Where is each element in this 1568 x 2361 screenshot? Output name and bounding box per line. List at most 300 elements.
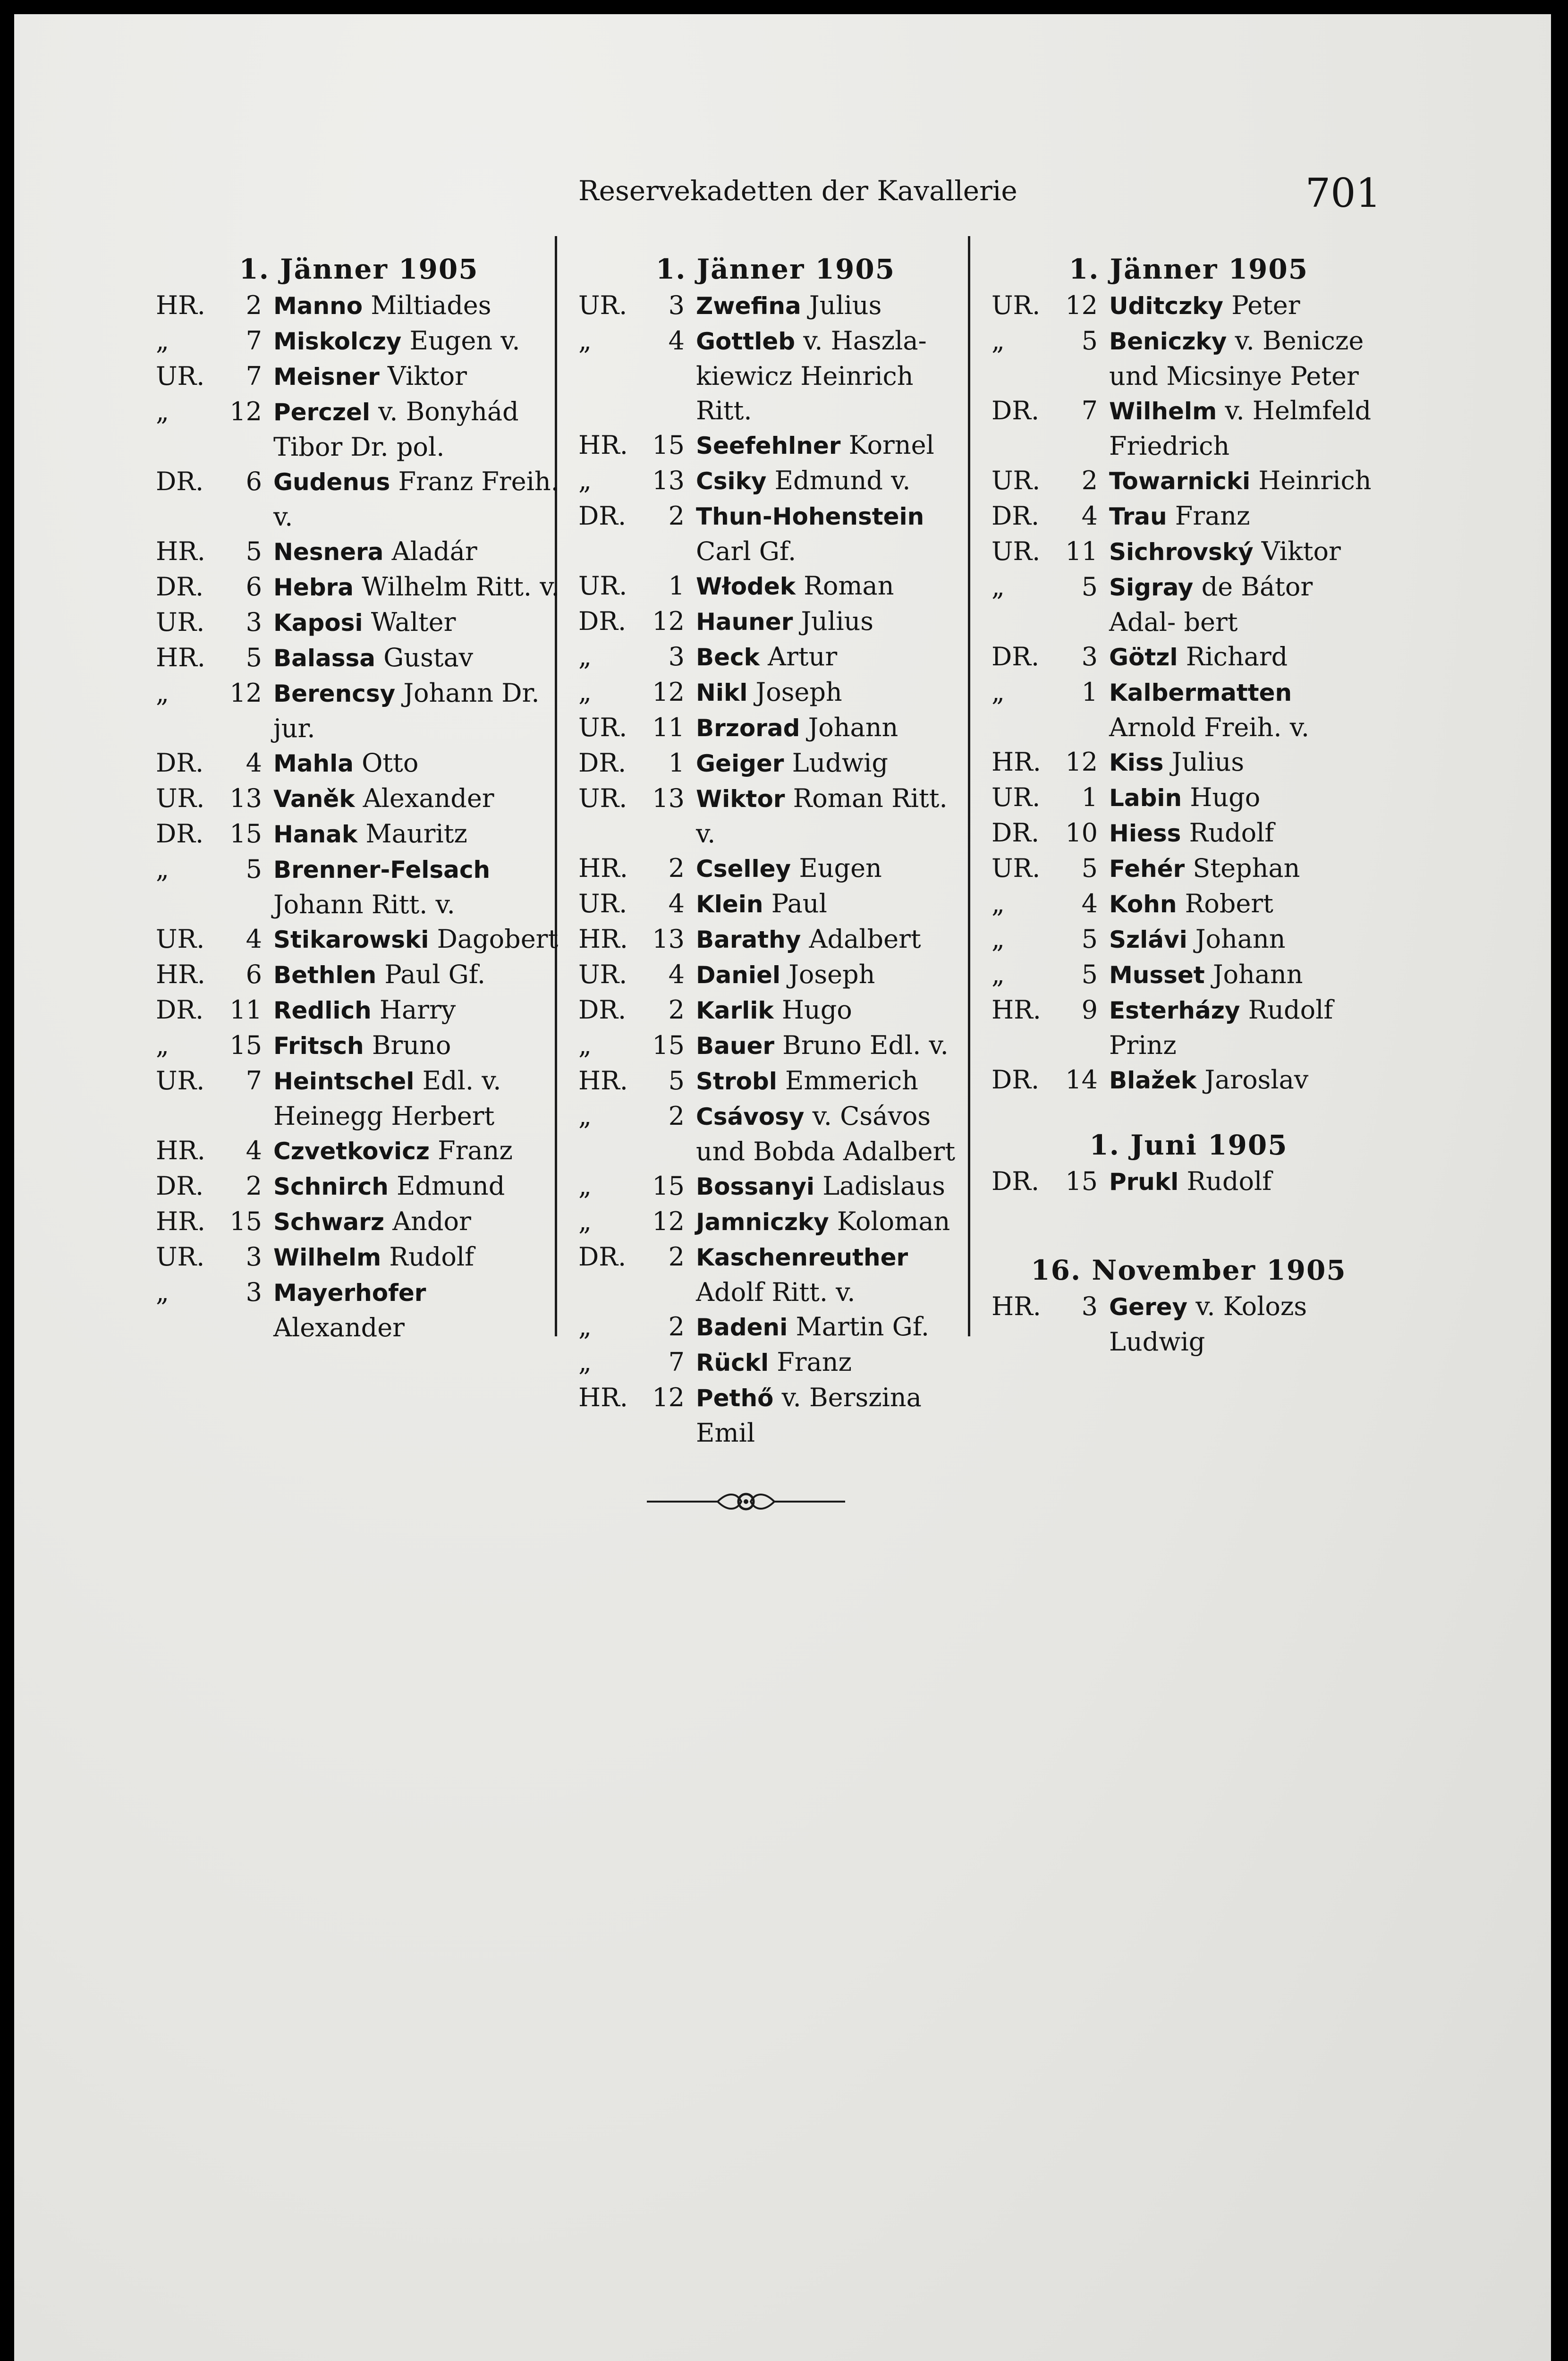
surname: Towarnicki: [1109, 467, 1251, 495]
given-names: Johann: [800, 713, 898, 742]
column-1: [156, 250, 562, 1345]
regiment-code: HR.: [156, 643, 205, 672]
cadet-name: [696, 851, 973, 886]
regiment-number: 2: [668, 1312, 685, 1342]
regiment-code: DR.: [578, 606, 627, 636]
surname: Nikl: [696, 679, 748, 706]
surname: Karlik: [696, 997, 774, 1024]
cadet-name: [696, 1063, 973, 1099]
cadet-name: [273, 993, 562, 1028]
roster-entry: [156, 1169, 562, 1204]
regiment-number: 15: [229, 819, 262, 849]
given-names: Heinrich: [1250, 466, 1372, 495]
cadet-name: [1109, 569, 1386, 639]
regiment-number: 2: [668, 995, 685, 1025]
regiment-code: DR.: [992, 1166, 1040, 1196]
surname: Klein: [696, 891, 763, 918]
surname: Götzl: [1109, 644, 1178, 671]
regiment-code: UR.: [992, 466, 1041, 495]
roster-entry: [578, 1099, 973, 1169]
running-title: Reservekadetten der Kavallerie: [578, 175, 1017, 207]
regiment-number: 3: [1081, 642, 1098, 671]
surname: Prukl: [1109, 1168, 1179, 1196]
surname: Kalbermatten: [1109, 679, 1292, 706]
surname: Brenner-Felsach: [273, 856, 491, 883]
regiment-code: UR.: [156, 607, 205, 637]
regiment-code: UR.: [992, 782, 1041, 812]
surname: Szlávi: [1109, 926, 1187, 953]
regiment-code: UR.: [578, 783, 627, 813]
given-names: Viktor: [1253, 536, 1341, 566]
surname: Czvetkovicz: [273, 1138, 430, 1165]
surname: Thun-Hohenstein: [696, 503, 924, 530]
given-names: Franz: [1167, 501, 1250, 531]
given-names: Hugo: [773, 995, 852, 1025]
regiment-number: 6: [246, 960, 262, 989]
given-names: Ladislaus: [814, 1171, 945, 1201]
regiment-number: 7: [668, 1347, 685, 1377]
given-names: Roman Ritt. v.: [696, 783, 948, 849]
roster-entry: [992, 745, 1386, 780]
roster-entry: [992, 1164, 1386, 1199]
cadet-name: [1109, 922, 1386, 957]
roster-entry: [578, 851, 973, 886]
regiment-code: UR.: [156, 361, 205, 391]
given-names: Carl Gf.: [696, 536, 797, 566]
roster-entry: [156, 957, 562, 993]
roster-entry: [992, 886, 1386, 922]
regiment-number: 9: [1081, 995, 1098, 1025]
given-names: Rudolf Prinz: [1109, 995, 1333, 1060]
surname: Barathy: [696, 926, 801, 953]
regiment-number: 12: [229, 678, 262, 708]
roster-entry: [578, 1169, 973, 1204]
roster-entry: [992, 639, 1386, 675]
regiment-number: 12: [229, 397, 262, 426]
surname: Trau: [1109, 503, 1167, 530]
roster-entry: [992, 1289, 1386, 1359]
surname: Gottleb: [696, 328, 796, 355]
given-names: Paul Gf.: [376, 960, 486, 989]
regiment-number: 5: [246, 643, 262, 672]
roster-entry: [578, 463, 973, 499]
roster-entry: [156, 922, 562, 957]
regiment-code: „: [578, 1030, 592, 1060]
cadet-name: [696, 1309, 973, 1345]
regiment-number: 5: [668, 1066, 685, 1096]
surname: Strobl: [696, 1068, 777, 1095]
regiment-number: 13: [652, 466, 685, 495]
cadet-name: [273, 464, 562, 534]
surname: Wilhelm: [1109, 398, 1217, 425]
regiment-code: UR.: [156, 1242, 205, 1272]
given-names: v. Helmfeld Friedrich: [1109, 396, 1372, 461]
cadet-name: [1109, 851, 1386, 886]
regiment-number: 7: [1081, 396, 1098, 425]
regiment-code: „: [578, 1171, 592, 1201]
regiment-code: HR.: [992, 995, 1041, 1025]
roster-entry: [992, 922, 1386, 957]
regiment-number: 4: [1081, 889, 1098, 918]
given-names: Franz Freih. v.: [273, 467, 559, 532]
column-2: [578, 250, 973, 1450]
roster-entry: [578, 1345, 973, 1380]
surname: Csiky: [696, 467, 767, 495]
regiment-code: DR.: [578, 995, 627, 1025]
surname: Sichrovský: [1109, 538, 1254, 566]
surname: Schwarz: [273, 1208, 384, 1236]
surname: Bauer: [696, 1032, 775, 1060]
regiment-number: 2: [668, 1101, 685, 1131]
regiment-number: 3: [246, 1277, 262, 1307]
given-names: v. Bonyhád Tibor Dr. pol.: [273, 397, 519, 462]
regiment-code: UR.: [578, 960, 627, 989]
regiment-number: 12: [652, 606, 685, 636]
roster-entry: [578, 781, 973, 851]
regiment-code: „: [992, 924, 1005, 954]
regiment-number: 13: [229, 783, 262, 813]
regiment-code: DR.: [992, 501, 1040, 531]
cadet-name: [273, 605, 562, 640]
given-names: Gustav: [375, 643, 474, 672]
cadet-name: [696, 781, 973, 851]
surname: Redlich: [273, 997, 372, 1024]
given-names: Ludwig: [784, 748, 888, 778]
regiment-code: „: [156, 854, 169, 884]
regiment-code: UR.: [992, 536, 1041, 566]
regiment-number: 12: [1065, 747, 1098, 777]
regiment-code: „: [992, 326, 1005, 356]
roster-entry: [578, 1204, 973, 1240]
regiment-number: 5: [1081, 326, 1098, 356]
regiment-number: 12: [652, 1206, 685, 1236]
cadet-name: [273, 852, 562, 922]
cadet-name: [696, 1240, 973, 1309]
roster-entry: [578, 639, 973, 675]
roster-entry: [578, 1380, 973, 1450]
cadet-name: [273, 676, 562, 746]
given-names: Koloman: [829, 1206, 950, 1236]
regiment-code: UR.: [156, 924, 205, 954]
regiment-code: UR.: [578, 889, 627, 918]
regiment-code: „: [578, 642, 592, 671]
given-names: Martin Gf.: [788, 1312, 930, 1342]
cadet-name: [273, 1204, 562, 1240]
roster-entry: [156, 640, 562, 676]
regiment-code: „: [578, 326, 592, 356]
regiment-code: „: [578, 677, 592, 707]
section-date-heading: 1. Juni 1905: [1089, 1129, 1288, 1161]
surname: Daniel: [696, 961, 781, 989]
surname: Balassa: [273, 645, 375, 672]
regiment-number: 1: [668, 571, 685, 601]
cadet-name: [1109, 745, 1386, 780]
given-names: Eugen: [791, 853, 882, 883]
regiment-number: 4: [668, 960, 685, 989]
regiment-code: DR.: [992, 1065, 1040, 1095]
roster-entry: [578, 1240, 973, 1309]
surname: Beniczky: [1109, 328, 1227, 355]
regiment-number: 13: [652, 924, 685, 954]
regiment-number: 15: [229, 1030, 262, 1060]
cadet-name: [696, 1028, 973, 1063]
surname: Rückl: [696, 1349, 769, 1376]
regiment-number: 2: [246, 1171, 262, 1201]
regiment-number: 12: [652, 677, 685, 707]
given-names: Edl. v. Heinegg Herbert: [273, 1066, 501, 1131]
roster-entry: [156, 1275, 562, 1345]
surname: Kiss: [1109, 749, 1164, 776]
regiment-number: 15: [652, 1171, 685, 1201]
regiment-code: „: [156, 1277, 169, 1307]
given-names: Aladár: [383, 536, 477, 566]
roster-entry: [992, 499, 1386, 534]
regiment-number: 4: [668, 889, 685, 918]
surname: Brzorad: [696, 714, 800, 742]
roster-entry: [156, 676, 562, 746]
regiment-code: DR.: [992, 818, 1040, 848]
regiment-code: DR.: [156, 1171, 204, 1201]
roster-entry: [992, 815, 1386, 851]
cadet-name: [273, 922, 562, 957]
regiment-code: „: [156, 326, 169, 356]
roster-entry: [156, 1028, 562, 1063]
given-names: Hugo: [1182, 782, 1261, 812]
cadet-name: [1109, 499, 1386, 534]
cadet-name: [696, 1345, 973, 1380]
regiment-number: 3: [246, 1242, 262, 1272]
surname: Schnirch: [273, 1173, 389, 1200]
surname: Nesnera: [273, 538, 384, 566]
roster-entry: [578, 710, 973, 746]
cadet-name: [273, 359, 562, 394]
regiment-number: 3: [668, 642, 685, 671]
cadet-name: [1109, 1062, 1386, 1098]
regiment-code: UR.: [578, 290, 627, 320]
roster-entry: [156, 993, 562, 1028]
roster-entry: [578, 957, 973, 993]
cadet-name: [1109, 1289, 1386, 1359]
regiment-code: HR.: [992, 747, 1041, 777]
roster-entry: [578, 1063, 973, 1099]
cadet-name: [696, 675, 973, 710]
regiment-number: 3: [246, 607, 262, 637]
given-names: Rudolf: [1178, 1166, 1272, 1196]
given-names: Julius: [1163, 747, 1245, 777]
surname: Vaněk: [273, 785, 355, 813]
surname: Fritsch: [273, 1032, 364, 1060]
cadet-name: [273, 1240, 562, 1275]
regiment-code: „: [992, 960, 1005, 989]
surname: Pethő: [696, 1384, 774, 1412]
regiment-number: 10: [1065, 818, 1098, 848]
regiment-code: HR.: [578, 1066, 628, 1096]
cadet-name: [273, 1275, 562, 1345]
roster-entry: [992, 675, 1386, 745]
cadet-name: [696, 1204, 973, 1240]
roster-entry: [156, 359, 562, 394]
cadet-name: [1109, 534, 1386, 569]
given-names: Franz: [429, 1136, 513, 1165]
surname: Seefehlner: [696, 432, 841, 459]
given-names: Johann Dr. jur.: [273, 678, 540, 743]
regiment-number: 4: [246, 1136, 262, 1165]
regiment-code: UR.: [578, 713, 627, 742]
given-names: Johann: [1204, 960, 1303, 989]
regiment-code: HR.: [156, 1136, 205, 1165]
regiment-code: DR.: [156, 572, 204, 602]
roster-entry: [156, 1240, 562, 1275]
roster-entry: [992, 851, 1386, 886]
surname: Wiktor: [696, 785, 785, 813]
regiment-code: „: [992, 889, 1005, 918]
surname: Wilhelm: [273, 1244, 381, 1271]
surname: Sigray: [1109, 574, 1194, 601]
given-names: Joseph: [780, 960, 875, 989]
section-date-heading: 1. Jänner 1905: [1068, 253, 1309, 285]
roster-entry: [578, 323, 973, 428]
cadet-name: [696, 1380, 973, 1450]
given-names: Dagobert: [429, 924, 559, 954]
regiment-code: DR.: [156, 748, 204, 778]
regiment-code: HR.: [156, 536, 205, 566]
regiment-code: „: [578, 1347, 592, 1377]
regiment-code: DR.: [992, 642, 1040, 671]
document-page: [14, 14, 1551, 2361]
surname: Miskolczy: [273, 328, 402, 355]
given-names: Kornel: [840, 430, 934, 460]
regiment-code: DR.: [578, 748, 627, 778]
cadet-name: [696, 463, 973, 499]
roster-entry: [156, 323, 562, 359]
cadet-name: [1109, 957, 1386, 993]
roster-entry: [992, 323, 1386, 393]
cadet-name: [696, 499, 973, 569]
surname: Esterházy: [1109, 997, 1240, 1024]
given-names: Robert: [1177, 889, 1273, 918]
cadet-name: [1109, 815, 1386, 851]
regiment-code: HR.: [156, 1206, 205, 1236]
given-names: Edmund v.: [766, 466, 911, 495]
given-names: Wilhelm Ritt. v.: [353, 572, 559, 602]
regiment-number: 3: [1081, 1291, 1098, 1321]
regiment-number: 15: [1065, 1166, 1098, 1196]
given-names: Eugen v.: [401, 326, 520, 356]
regiment-number: 5: [246, 536, 262, 566]
roster-entry: [578, 428, 973, 463]
given-names: Edmund: [388, 1171, 505, 1201]
cadet-name: [273, 1028, 562, 1063]
roster-entry: [156, 394, 562, 464]
cadet-name: [273, 288, 562, 323]
section-date-heading: 1. Jänner 1905: [239, 253, 479, 285]
surname: Uditczky: [1109, 292, 1224, 320]
regiment-code: DR.: [992, 396, 1040, 425]
roster-entry: [992, 993, 1386, 1062]
regiment-number: 13: [652, 783, 685, 813]
roster-entry: [578, 499, 973, 569]
section-date-heading: 16. November 1905: [1031, 1254, 1347, 1286]
regiment-code: UR.: [156, 1066, 205, 1096]
surname: Zwefina: [696, 292, 801, 320]
regiment-number: 5: [1081, 924, 1098, 954]
surname: Gudenus: [273, 468, 390, 496]
regiment-number: 5: [246, 854, 262, 884]
regiment-number: 2: [1081, 466, 1098, 495]
given-names: Richard: [1178, 642, 1288, 671]
regiment-code: DR.: [578, 501, 627, 531]
roster-entry: [992, 463, 1386, 499]
roster-entry: [578, 288, 973, 323]
cadet-name: [696, 323, 973, 428]
regiment-code: DR.: [156, 467, 204, 496]
regiment-number: 15: [229, 1206, 262, 1236]
given-names: Paul: [763, 889, 827, 918]
surname: Csávosy: [696, 1103, 805, 1130]
surname: Meisner: [273, 363, 380, 391]
regiment-number: 12: [1065, 290, 1098, 320]
roster-entry: [156, 534, 562, 569]
roster-entry: [156, 781, 562, 816]
regiment-code: DR.: [156, 995, 204, 1025]
regiment-number: 1: [1081, 782, 1098, 812]
given-names: Franz: [769, 1347, 852, 1377]
cadet-name: [696, 886, 973, 922]
cadet-name: [273, 781, 562, 816]
cadet-name: [273, 746, 562, 781]
regiment-number: 14: [1065, 1065, 1098, 1095]
roster-entry: [992, 569, 1386, 639]
surname: Heintschel: [273, 1068, 415, 1095]
roster-entry: [156, 569, 562, 605]
regiment-number: 2: [668, 501, 685, 531]
regiment-code: HR.: [992, 1291, 1041, 1321]
surname: Włodek: [696, 573, 796, 600]
cadet-name: [273, 640, 562, 676]
regiment-code: HR.: [578, 924, 628, 954]
regiment-code: „: [992, 677, 1005, 707]
page-header: [578, 170, 1381, 216]
regiment-code: UR.: [992, 853, 1041, 883]
surname: Hiess: [1109, 820, 1181, 847]
given-names: Peter: [1223, 290, 1300, 320]
given-names: Rudolf: [1181, 818, 1274, 848]
regiment-code: „: [156, 1030, 169, 1060]
regiment-code: „: [992, 572, 1005, 602]
roster-entry: [156, 816, 562, 852]
cadet-name: [1109, 393, 1386, 463]
regiment-number: 6: [246, 572, 262, 602]
surname: Berencsy: [273, 680, 396, 707]
regiment-number: 1: [1081, 677, 1098, 707]
cadet-name: [273, 1169, 562, 1204]
roster-entry: [578, 675, 973, 710]
surname: Perczel: [273, 399, 371, 426]
regiment-number: 4: [1081, 501, 1098, 531]
given-names: Jaroslav: [1196, 1065, 1309, 1095]
roster-entry: [156, 1063, 562, 1133]
regiment-code: HR.: [578, 853, 628, 883]
regiment-number: 6: [246, 467, 262, 496]
surname: Jamniczky: [696, 1208, 829, 1236]
regiment-number: 11: [1065, 536, 1098, 566]
roster-entry: [578, 1028, 973, 1063]
given-names: v. Csávos und Bobda Adalbert: [696, 1101, 956, 1166]
cadet-name: [273, 816, 562, 852]
given-names: Rudolf: [381, 1242, 475, 1272]
cadet-name: [273, 534, 562, 569]
given-names: v. Kolozs Ludwig: [1109, 1291, 1307, 1357]
